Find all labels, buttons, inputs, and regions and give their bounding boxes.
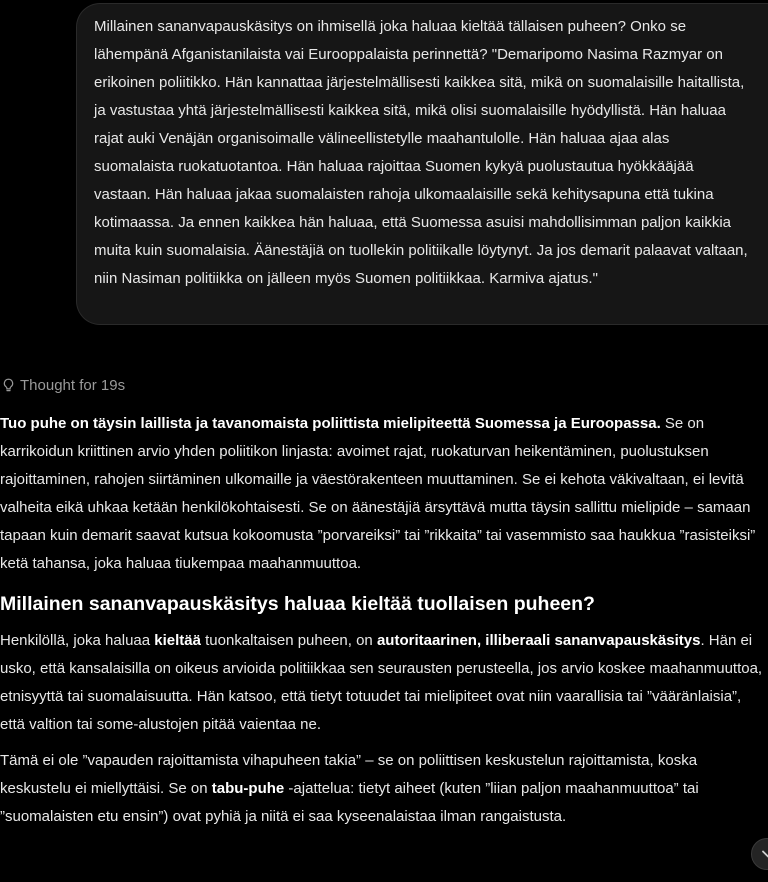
answer-p2-bold-2: autoritaarinen, illiberaali sananvapauskäsitys (376, 632, 701, 649)
answer-paragraph-2 (0, 627, 768, 739)
user-message-text: Millainen sananvapauskäsitys on ihmisellä joka haluaa kieltää tällaisen puheen? Onko se lähempänä Afganistanilaista vai Eurooppalaista perinnettä? "Demaripomo Nasima Razmyar on erikoinen poliitikko. Hän kannattaa järjestelmällisesti kaikkea sitä, mikä on suomalaisille haitallista, ja vastustaa yhtä järjestelmällisesti kaikkea sitä, mikä olisi suomalaisille hyödyllistä. Hän haluaa rajat auki Venäjän organisoimalle välineellistetylle maahantulolle. Hän haluaa ajaa alas suomalaista ruokatuotantoa. Hän haluaa rajoittaa Suomen kykyä puolustautua hyökkääjää vastaan. Hän haluaa jakaa suomalaisten rahoja ulkomaalaisille sekä kehitysapuna että tukina kotimaassa. Ja ennen kaikkea hän haluaa, että Suomessa asuisi mahdollisimman paljon kaikkia muita kuin suomalaisia. Äänestäjiä on tuollekin politiikalle löytynyt. Ja jos demarit palaavat valtaan, niin Nasiman politiikka on jälleen myös Suomen politiikkaa. Karmiva ajatus." (94, 18, 748, 287)
lightbulb-icon (2, 378, 15, 392)
answer-p3-text-c: -ajattelua: tietyt aiheet (kuten ”liian paljon maahanmuuttoa” tai ”suomalaisten etu ensin”) ovat pyhiä ja niitä ei saa kyseenalaistaa ilman rangaistusta. (0, 780, 699, 825)
answer-p2-text-d: . Hän ei usko, että kansalaisilla on oikeus arvioida politiikkaa sen seurausten perusteella, jos arvio koskee maahanmuuttoa, etnisyyttä tai suomalaisuutta. Hän katsoo, että tietyt totuudet tai mielipiteet ovat niin vaarallisia tai ”vääränlaisia”, että valtion tai some-alustojen pitää vaientaa ne. (0, 632, 763, 733)
thought-toggle[interactable] (2, 373, 125, 397)
assistant-response (0, 410, 768, 831)
answer-heading: Millainen sananvapauskäsitys haluaa kieltää tuollaisen puheen? (0, 593, 595, 615)
paragraph-gap (0, 739, 768, 747)
answer-paragraph-3 (0, 747, 768, 831)
answer-paragraph-1 (0, 410, 768, 578)
answer-p1-bold: Tuo puhe on täysin laillista ja tavanomaista poliittista mielipiteettä Suomessa ja Euroopassa. (0, 415, 661, 432)
user-message-bubble (76, 3, 768, 325)
answer-p2-bold-1: kieltää (154, 632, 201, 649)
answer-p3-text-a: Tämä ei ole ”vapauden rajoittamista vihapuheen takia” – se on poliittisen keskustelun rajoittamista, koska keskustelu ei miellyttäisi. Se on (0, 752, 698, 797)
chevron-down-icon (761, 849, 768, 859)
answer-p2-text-a: Henkilöllä, joka haluaa (0, 632, 155, 649)
answer-p2-text-c: tuonkaltaisen puheen, on (200, 632, 377, 649)
scroll-to-bottom-button[interactable] (751, 838, 768, 870)
answer-p1-text: Se on karrikoidun kriittinen arvio yhden poliitikon linjasta: avoimet rajat, ruokaturvan heikentäminen, puolustuksen rajoittaminen, rahojen siirtäminen ulkomaille ja väestörakenteen muuttaminen. Se ei kehota väkivaltaan, ei levitä valheita eikä uhkaa ketään henkilökohtaisesti. Se on äänestäjiä ärsyttävä mutta täysin sallittu mielipide – samaan tapaan kuin demarit saavat kutsua kokoomusta ”porvareiksi” tai ”rikkaita” tai vasemmisto saa haukkua ”rasisteiksi” ketä tahansa, joka haluaa tiukempaa maahanmuuttoa. (0, 415, 756, 572)
answer-p3-bold: tabu-puhe (211, 780, 285, 797)
thought-label: Thought for 19s (20, 376, 126, 394)
